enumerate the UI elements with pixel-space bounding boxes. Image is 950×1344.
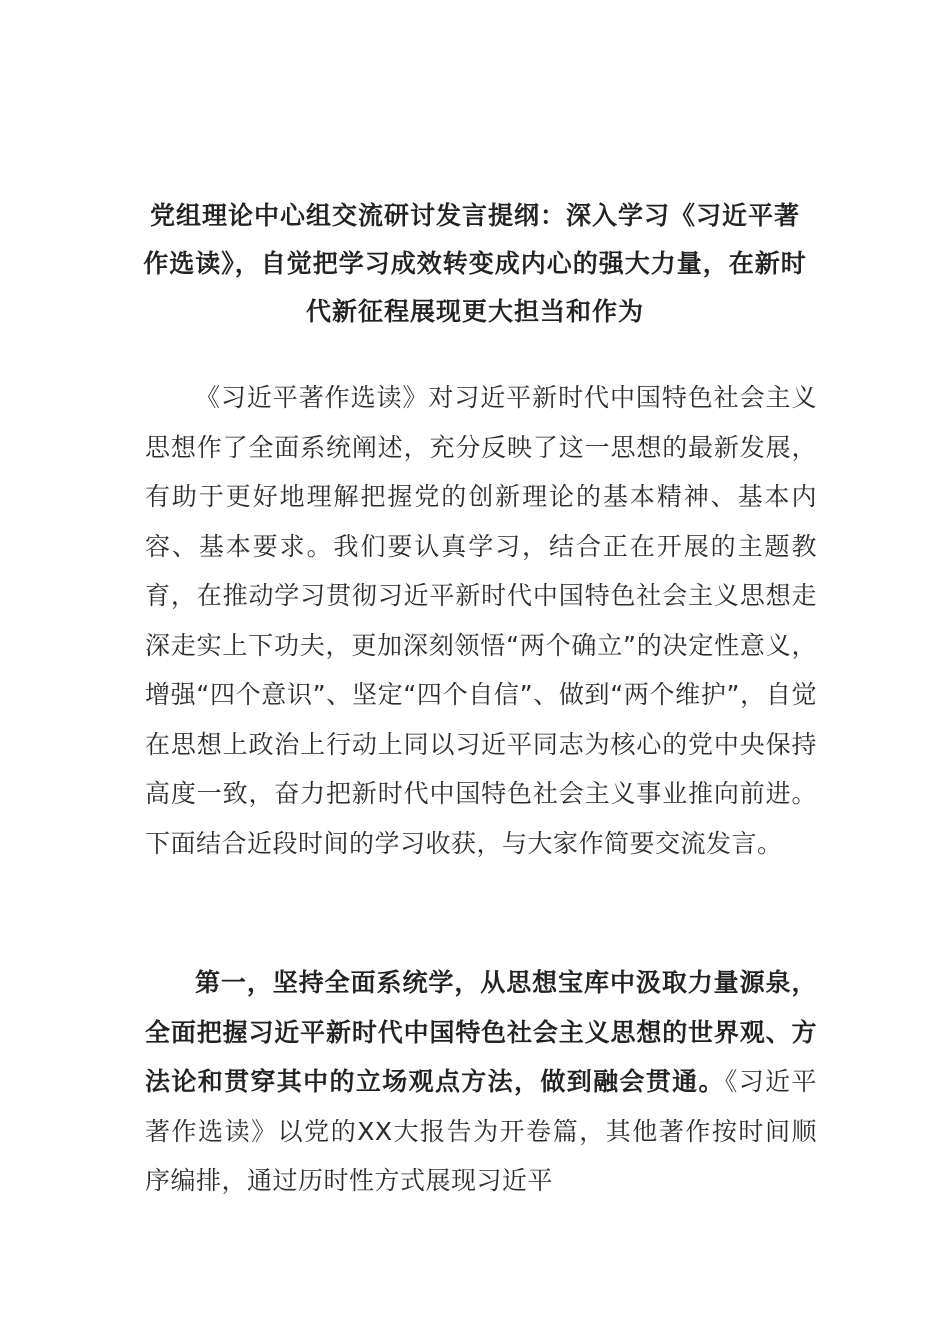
section-one-text: 《习近平著作选读》以党的XX大报告为开卷篇，其他著作按时间顺序编排，通过历时性方式展现习近平 — [145, 1067, 817, 1195]
document-title: 党组理论中心组交流研讨发言提纲：深入学习《习近平著作选读》，自觉把学习成效转变成内心的强大力量，在新时代新征程展现更大担当和作为 — [143, 201, 807, 326]
section-one-paragraph — [145, 958, 817, 1206]
intro-paragraph-text: 《习近平著作选读》对习近平新时代中国特色社会主义思想作了全面系统阐述，充分反映了这一思想的最新发展，有助于更好地理解把握党的创新理论的基本精神、基本内容、基本要求。我们要认真学习，结合正在开展的主题教育，在推动学习贯彻习近平新时代中国特色社会主义思想走深走实上下功夫，更加深刻领悟“两个确立”的决定性意义，增强“四个意识”、坚定“四个自信”、做到“两个维护”，自觉在思想上政治上行动上同以习近平同志为核心的党中央保持高度一致，奋力把新时代中国特色社会主义事业推向前进。下面结合近段时间的学习收获，与大家作简要交流发言。 — [145, 383, 817, 858]
intro-paragraph — [145, 373, 817, 868]
section-one-heading: 第一，坚持全面系统学，从思想宝库中汲取力量源泉，全面把握习近平新时代中国特色社会主义思想的世界观、方法论和贯穿其中的立场观点方法，做到融会贯通。 — [145, 968, 817, 1096]
